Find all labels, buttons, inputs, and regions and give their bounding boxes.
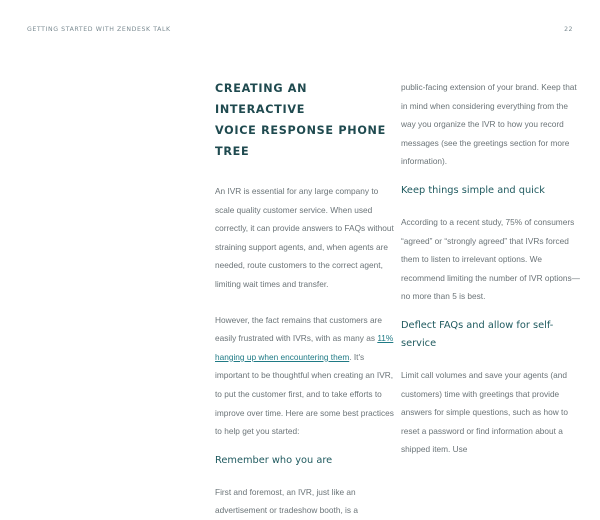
left-column (215, 78, 397, 520)
section-title-line1: CREATING AN INTERACTIVE (215, 82, 308, 116)
remember-paragraph-continued: public-facing extension of your brand. Keep that in mind when considering everything from the way you organize the IVR to how you record messages (see the greetings section for more information). (401, 82, 577, 167)
right-column (401, 78, 583, 459)
remember-paragraph: First and foremost, an IVR, just like an advertisement or tradeshow booth, is a (215, 486, 358, 516)
statistic-link[interactable]: 11% hanging up when encountering them (215, 333, 394, 362)
intro-paragraph: An IVR is essential for any large company to scale quality customer service. When used correctly, it can provide answers to FAQs without straining support agents, and, when agents are needed, route customers to the correct agent, limiting wait times and transfer. (215, 186, 394, 289)
deflect-faqs-paragraph: Limit call volumes and save your agents (and customers) time with greetings that provide answers for simple questions, such as how to reset a password or find information about a shipped item. Use (401, 369, 568, 455)
running-header: GETTING STARTED WITH ZENDESK TALK (27, 26, 171, 33)
subheading-keep-simple: Keep things simple and quick (401, 184, 545, 196)
keep-simple-paragraph: According to a recent study, 75% of consumers “agreed” or “strongly agreed” that IVRs forced them to listen to irrelevant options. We recommend limiting the number of IVR options—no more than 5 is best. (401, 216, 580, 302)
frustration-text-after: . It's important to be thoughtful when creating an IVR, to put the customer first, and to take efforts to improve over time. Here are some best practices to help get you started: (215, 351, 394, 437)
subheading-deflect-faqs: Deflect FAQs and allow for self-service (401, 319, 554, 349)
subheading-remember-who-you-are: Remember who you are (215, 454, 333, 466)
section-title (215, 78, 397, 162)
section-title-line2: VOICE RESPONSE PHONE TREE (215, 124, 386, 158)
frustration-paragraph (215, 311, 397, 441)
frustration-text-before: However, the fact remains that customers are easily frustrated with IVRs, with as many as (215, 314, 382, 344)
page-number: 22 (564, 26, 573, 33)
